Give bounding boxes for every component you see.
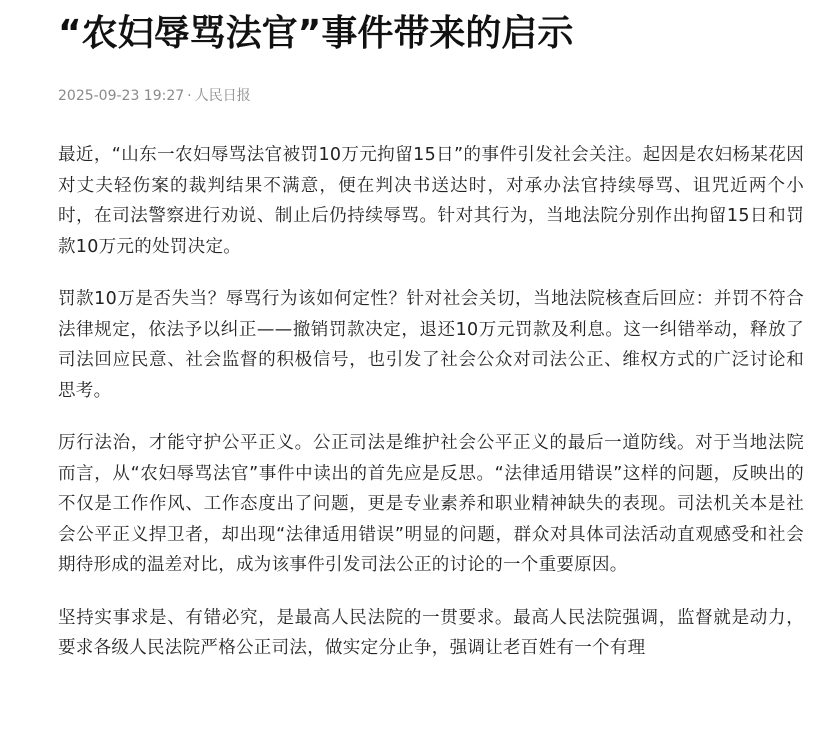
paragraph-1: 最近，“山东一农妇辱骂法官被罚10万元拘留15日”的事件引发社会关注。起因是农妇杨某花因对丈夫轻伤案的裁判结果不满意，便在判决书送达时，对承办法官持续辱骂、诅咒近两个小时，在司法警察进行劝说、制止后仍持续辱骂。针对其行为，当地法院分别作出拘留15日和罚款10万元的处罚决定。 bbox=[58, 145, 804, 257]
article-title: “农妇辱骂法官”事件带来的启示 bbox=[58, 13, 574, 54]
source-name[interactable]: 人民日报 bbox=[194, 88, 251, 104]
article-body bbox=[58, 140, 804, 664]
article bbox=[58, 0, 804, 686]
paragraph-2: 罚款10万是否失当？辱骂行为该如何定性？针对社会关切，当地法院核查后回应：并罚不符合法律规定，依法予以纠正——撤销罚款决定，退还10万元罚款及利息。这一纠错举动，释放了司法回应民意、社会监督的积极信号，也引发了社会公众对司法公正、维权方式的广泛讨论和思考。 bbox=[58, 289, 804, 401]
bottom-fade bbox=[0, 731, 818, 741]
article-meta bbox=[58, 86, 804, 106]
paragraph-3: 厉行法治，才能守护公平正义。公正司法是维护社会公平正义的最后一道防线。对于当地法院而言，从“农妇辱骂法官”事件中读出的首先应是反思。“法律适用错误”这样的问题，反映出的不仅是工作作风、工作态度出了问题，更是专业素养和职业精神缺失的表现。司法机关本是社会公平正义捍卫者，却出现“法律适用错误”明显的问题，群众对具体司法活动直观感受和社会期待形成的温差对比，成为该事件引发司法公正的讨论的一个重要原因。 bbox=[58, 433, 804, 575]
paragraph-4: 坚持实事求是、有错必究，是最高人民法院的一贯要求。最高人民法院强调，监督就是动力，要求各级人民法院严格公正司法，做实定分止争，强调让老百姓有一个有理 bbox=[58, 607, 804, 658]
meta-separator: · bbox=[187, 88, 192, 104]
publish-date: 2025-09-23 19:27 bbox=[58, 88, 185, 104]
